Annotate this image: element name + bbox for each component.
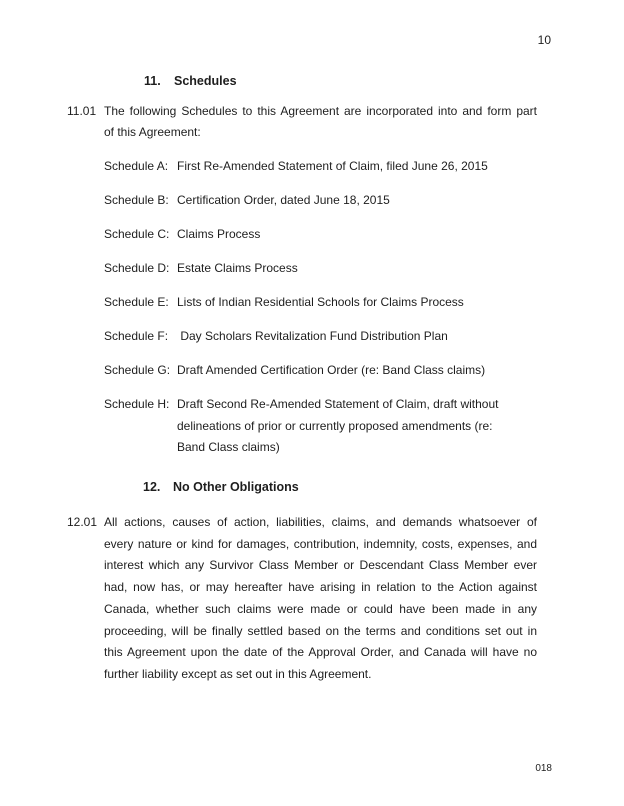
- text-line: delineations of prior or currently proposed amendments (re:: [177, 418, 493, 433]
- section-title: No Other Obligations: [173, 480, 299, 495]
- text-line: had, now has, or may hereafter have arising in relation to the Action against: [104, 580, 537, 595]
- paragraph-11-01: [67, 101, 537, 144]
- schedule-label: Schedule H:: [104, 396, 170, 411]
- text-line: of this Agreement:: [104, 125, 201, 140]
- section-heading-12: [143, 477, 624, 499]
- paragraph-number: 11.01: [67, 103, 97, 118]
- schedule-row-b: [104, 190, 537, 212]
- paragraph-number: 12.01: [67, 515, 98, 530]
- text-line: proceeding, will be finally settled based on the terms and conditions set out in: [104, 623, 537, 638]
- schedule-row-d: [104, 258, 537, 280]
- schedule-description: Draft Amended Certification Order (re: Band Class claims): [177, 362, 486, 377]
- schedule-description: Certification Order, dated June 18, 2015: [177, 192, 390, 207]
- paragraph-text: [104, 512, 537, 686]
- page-number: 10: [537, 33, 551, 47]
- text-line: every nature or kind for damages, contribution, indemnity, costs, expenses, and: [104, 536, 537, 551]
- schedule-label: Schedule A:: [104, 158, 169, 173]
- schedule-row-c: [104, 224, 537, 246]
- schedule-label: Schedule E:: [104, 294, 169, 309]
- schedule-description: Day Scholars Revitalization Fund Distribution Plan: [177, 328, 448, 343]
- schedule-row-g: [104, 360, 537, 382]
- schedule-row-h: [104, 394, 537, 459]
- text-line: All actions, causes of action, liabilities, claims, and demands whatsoever of: [104, 515, 537, 530]
- schedule-label: Schedule B:: [104, 192, 169, 207]
- schedule-row-a: [104, 156, 537, 178]
- text-line: this Agreement upon the date of the Approval Order, and Canada will have no: [104, 645, 537, 660]
- schedule-label: Schedule F:: [104, 328, 169, 343]
- text-line: The following Schedules to this Agreement are incorporated into and form part: [104, 103, 537, 118]
- text-line: further liability except as set out in this Agreement.: [104, 666, 372, 681]
- bates-number: 018: [535, 763, 552, 774]
- schedule-description: Claims Process: [177, 226, 261, 241]
- schedule-row-e: [104, 292, 537, 314]
- schedule-description: Estate Claims Process: [177, 260, 298, 275]
- text-line: interest which any Survivor Class Member or Descendant Class Member ever: [104, 558, 537, 573]
- schedule-label: Schedule G:: [104, 362, 171, 377]
- schedule-description: [177, 394, 537, 459]
- text-line: Band Class claims): [177, 440, 280, 455]
- text-line: Draft Second Re-Amended Statement of Claim, draft without: [177, 396, 499, 411]
- section-heading-11: [144, 71, 624, 93]
- paragraph-text: [104, 101, 537, 144]
- text-line: Canada, whether such claims were made or could have been made in any: [104, 601, 537, 616]
- section-number: 12.: [143, 480, 161, 495]
- schedule-description: Lists of Indian Residential Schools for Claims Process: [177, 294, 464, 309]
- schedule-label: Schedule D:: [104, 260, 170, 275]
- section-title: Schedules: [174, 73, 237, 88]
- paragraph-12-01: [67, 512, 537, 686]
- section-number: 11.: [144, 73, 161, 88]
- schedule-row-f: [104, 326, 537, 348]
- schedule-description: First Re-Amended Statement of Claim, filed June 26, 2015: [177, 158, 488, 173]
- schedule-label: Schedule C:: [104, 226, 170, 241]
